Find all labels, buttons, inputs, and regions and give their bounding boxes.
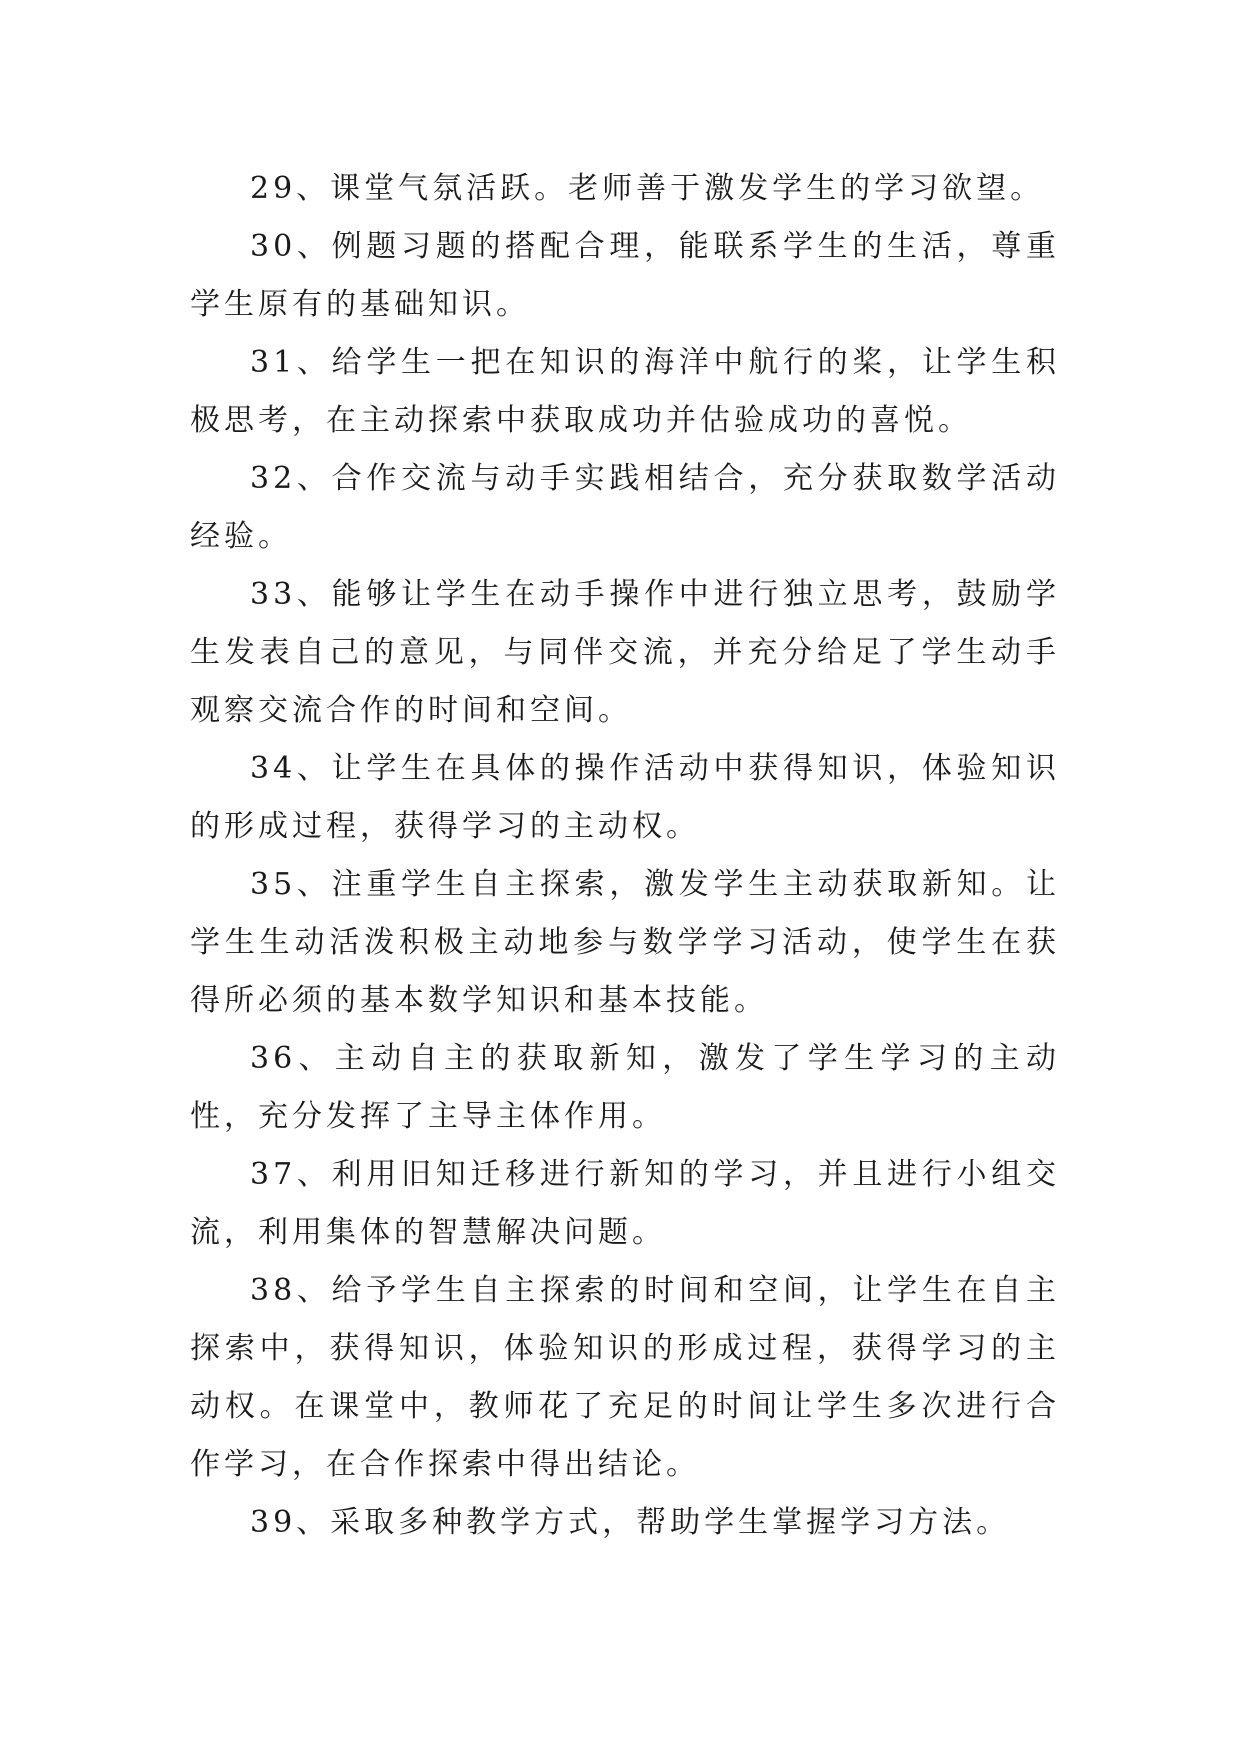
paragraph-29: 29、课堂气氛活跃。老师善于激发学生的学习欲望。 bbox=[250, 171, 1045, 206]
paragraph-36: 36、主动自主的获取新知，激发了学生学习的主动性，充分发挥了主导主体作用。 bbox=[190, 1041, 1060, 1134]
paragraph-39: 39、采取多种教学方式，帮助学生掌握学习方法。 bbox=[250, 1505, 1011, 1540]
paragraph-31: 31、给学生一把在知识的海洋中航行的桨，让学生积极思考，在主动探索中获取成功并估验成功的喜悦。 bbox=[190, 345, 1060, 438]
paragraph-30: 30、例题习题的搭配合理，能联系学生的生活，尊重学生原有的基础知识。 bbox=[190, 229, 1060, 322]
paragraph-33: 33、能够让学生在动手操作中进行独立思考，鼓励学生发表自己的意见，与同伴交流，并充分给足了学生动手观察交流合作的时间和空间。 bbox=[190, 577, 1060, 728]
paragraph-37: 37、利用旧知迁移进行新知的学习，并且进行小组交流，利用集体的智慧解决问题。 bbox=[190, 1157, 1060, 1250]
paragraph-32: 32、合作交流与动手实践相结合，充分获取数学活动经验。 bbox=[190, 461, 1060, 554]
paragraph-38: 38、给予学生自主探索的时间和空间，让学生在自主探索中，获得知识，体验知识的形成过程，获得学习的主动权。在课堂中，教师花了充足的时间让学生多次进行合作学习，在合作探索中得出结论。 bbox=[190, 1273, 1060, 1482]
paragraph-35: 35、注重学生自主探索，激发学生主动获取新知。让学生生动活泼积极主动地参与数学学习活动，使学生在获得所必须的基本数学知识和基本技能。 bbox=[190, 867, 1060, 1018]
paragraph-34: 34、让学生在具体的操作活动中获得知识，体验知识的形成过程，获得学习的主动权。 bbox=[190, 751, 1060, 844]
document-body bbox=[190, 160, 1060, 1552]
